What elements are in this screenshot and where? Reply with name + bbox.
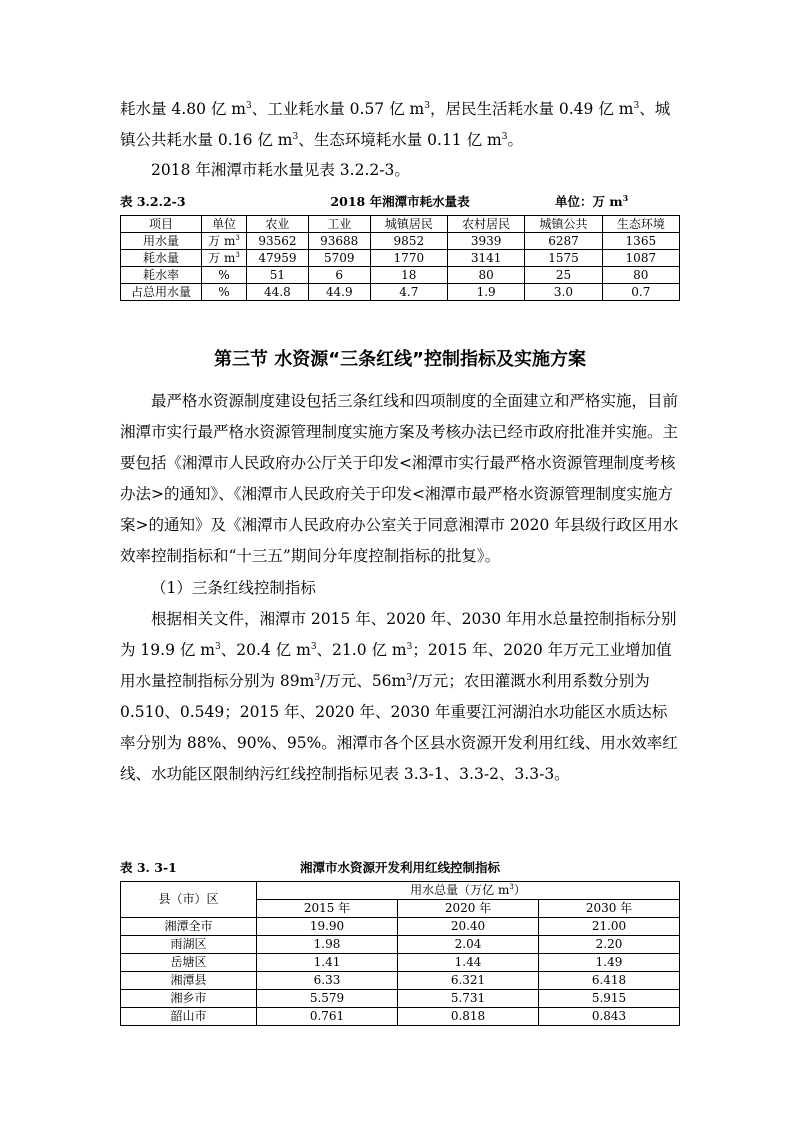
- cell: 3939: [447, 233, 524, 250]
- cell: 44.9: [308, 284, 370, 301]
- cell: 3.0: [525, 284, 602, 301]
- table-header-row: [121, 882, 680, 900]
- row-unit: %: [202, 267, 247, 284]
- table1-unit: 单位：万 $m^3$: [555, 192, 629, 209]
- intro-reference: 2018 年湘潭市耗水量见表 3.2.2-3。: [151, 161, 410, 179]
- row-label: 用水量: [121, 233, 202, 250]
- cell: 19.90: [257, 918, 398, 936]
- table2-id: 表 3. 3-1: [120, 860, 177, 875]
- row-label: 耗水量: [121, 250, 202, 267]
- cell: 6: [308, 267, 370, 284]
- cell: 5.915: [539, 990, 680, 1008]
- table2-caption: [120, 858, 680, 878]
- cell: 0.761: [257, 1008, 398, 1026]
- row-label: 湘乡市: [121, 990, 257, 1008]
- cell: 1087: [602, 250, 679, 267]
- table-row: [121, 990, 680, 1008]
- table-row: [121, 250, 680, 267]
- table-row: [121, 233, 680, 250]
- header-cell: 城镇公共: [525, 216, 602, 233]
- table-row: [121, 267, 680, 284]
- cell: 20.40: [398, 918, 539, 936]
- row-label: 耗水率: [121, 267, 202, 284]
- table1-caption: [120, 192, 680, 212]
- row-unit: 万 $m^3$: [202, 250, 247, 267]
- cell: 2.20: [539, 936, 680, 954]
- intro-paragraph: 耗水量 4.80 亿 $m^3$、工业耗水量 0.57 亿 $m^3$，居民生活耗水量 0.49 亿 $m^3$、城镇公共耗水量 0.16 亿 $m^3$、生态环境耗水量 0.11 亿 $m^3$。: [120, 100, 671, 149]
- cell: 1.44: [398, 954, 539, 972]
- cell: 21.00: [539, 918, 680, 936]
- table1-title: 2018 年湘潭市耗水量表: [330, 194, 470, 209]
- cell: 6.418: [539, 972, 680, 990]
- table-row: [121, 1008, 680, 1026]
- header-cell: 生态环境: [602, 216, 679, 233]
- cell: 1575: [525, 250, 602, 267]
- row-label: 湘潭县: [121, 972, 257, 990]
- cell: 1.49: [539, 954, 680, 972]
- table1-id: 表 3.2.2-3: [120, 194, 186, 209]
- cell: 80: [602, 267, 679, 284]
- cell: 0.843: [539, 1008, 680, 1026]
- header-cell: 农村居民: [447, 216, 524, 233]
- cell: 2.04: [398, 936, 539, 954]
- table2-title: 湘潭市水资源开发利用红线控制指标: [299, 860, 500, 875]
- table-row: [121, 954, 680, 972]
- cell: 93562: [247, 233, 309, 250]
- cell: 51: [247, 267, 309, 284]
- header-cell: 农业: [247, 216, 309, 233]
- cell: 1770: [370, 250, 447, 267]
- table-row: [121, 936, 680, 954]
- header-cell-year: 2015 年: [257, 900, 398, 918]
- cell: 6.33: [257, 972, 398, 990]
- cell: 3141: [447, 250, 524, 267]
- section-heading: 第三节 水资源“三条红线”控制指标及实施方案: [214, 349, 586, 370]
- row-label: 岳塘区: [121, 954, 257, 972]
- cell: 25: [525, 267, 602, 284]
- table-row: [121, 284, 680, 301]
- cell: 5709: [308, 250, 370, 267]
- water-redline-table: [120, 881, 680, 1026]
- header-cell-year: 2030 年: [539, 900, 680, 918]
- cell: 6287: [525, 233, 602, 250]
- cell: 5.579: [257, 990, 398, 1008]
- cell: 80: [447, 267, 524, 284]
- row-unit: %: [202, 284, 247, 301]
- cell: 47959: [247, 250, 309, 267]
- header-cell: 项目: [121, 216, 202, 233]
- table-header-row: [121, 216, 680, 233]
- header-cell-year: 2020 年: [398, 900, 539, 918]
- header-cell: 城镇居民: [370, 216, 447, 233]
- cell: 1365: [602, 233, 679, 250]
- cell: 0.7: [602, 284, 679, 301]
- row-label: 占总用水量: [121, 284, 202, 301]
- cell: 4.7: [370, 284, 447, 301]
- cell: 18: [370, 267, 447, 284]
- cell: 1.41: [257, 954, 398, 972]
- cell: 44.8: [247, 284, 309, 301]
- table-row: [121, 972, 680, 990]
- cell: 1.9: [447, 284, 524, 301]
- row-label: 湘潭全市: [121, 918, 257, 936]
- cell: 5.731: [398, 990, 539, 1008]
- subsection-title: （1）三条红线控制指标: [151, 579, 316, 597]
- row-unit: 万 $m^3$: [202, 233, 247, 250]
- cell: 6.321: [398, 972, 539, 990]
- row-label: 雨湖区: [121, 936, 257, 954]
- cell: 93688: [308, 233, 370, 250]
- section-paragraph-2: 根据相关文件，湘潭市 2015 年、2020 年、2030 年用水总量控制指标分别为 19.9 亿 $m^3$、20.4 亿 $m^3$、21.0 亿 $m^3$；2015 年、2020 年万元工业增加值用水量控制指标分别为 $89m^3/$万元、$56m^3/$万元；农田灌溉水利用系数分别为 0.510、0.549；2015 年、2020 年、2030 年重要江河湖泊水功能区水质达标率分别为 88%、90%、95%。湘潭市各个区县水资源开发利用红线、用水效率红线、水功能区限制纳污红线控制指标见表 3.3-1、3.3-2、3.3-3。: [120, 610, 678, 783]
- header-cell: 单位: [202, 216, 247, 233]
- header-cell: 工业: [308, 216, 370, 233]
- section-paragraph-1: 最严格水资源制度建设包括三条红线和四项制度的全面建立和严格实施，目前湘潭市实行最严格水资源管理制度实施方案及考核办法已经市政府批准并实施。主要包括《湘潭市人民政府办公厅关于印发<湘潭市实行最严格水资源管理制度考核办法>的通知》、《湘潭市人民政府关于印发<湘潭市最严格水资源管理制度实施方案>的通知》及《湘潭市人民政府办公室关于同意湘潭市 2020 年县级行政区用水效率控制指标和“十三五”期间分年度控制指标的批复》。: [120, 392, 679, 565]
- cell: 0.818: [398, 1008, 539, 1026]
- header-cell-region: 县（市）区: [121, 882, 257, 918]
- water-consumption-table: [120, 215, 680, 301]
- cell: 1.98: [257, 936, 398, 954]
- cell: 9852: [370, 233, 447, 250]
- table-row: [121, 918, 680, 936]
- row-label: 韶山市: [121, 1008, 257, 1026]
- header-cell-group: 用水总量（万亿 $m^3$）: [257, 882, 680, 900]
